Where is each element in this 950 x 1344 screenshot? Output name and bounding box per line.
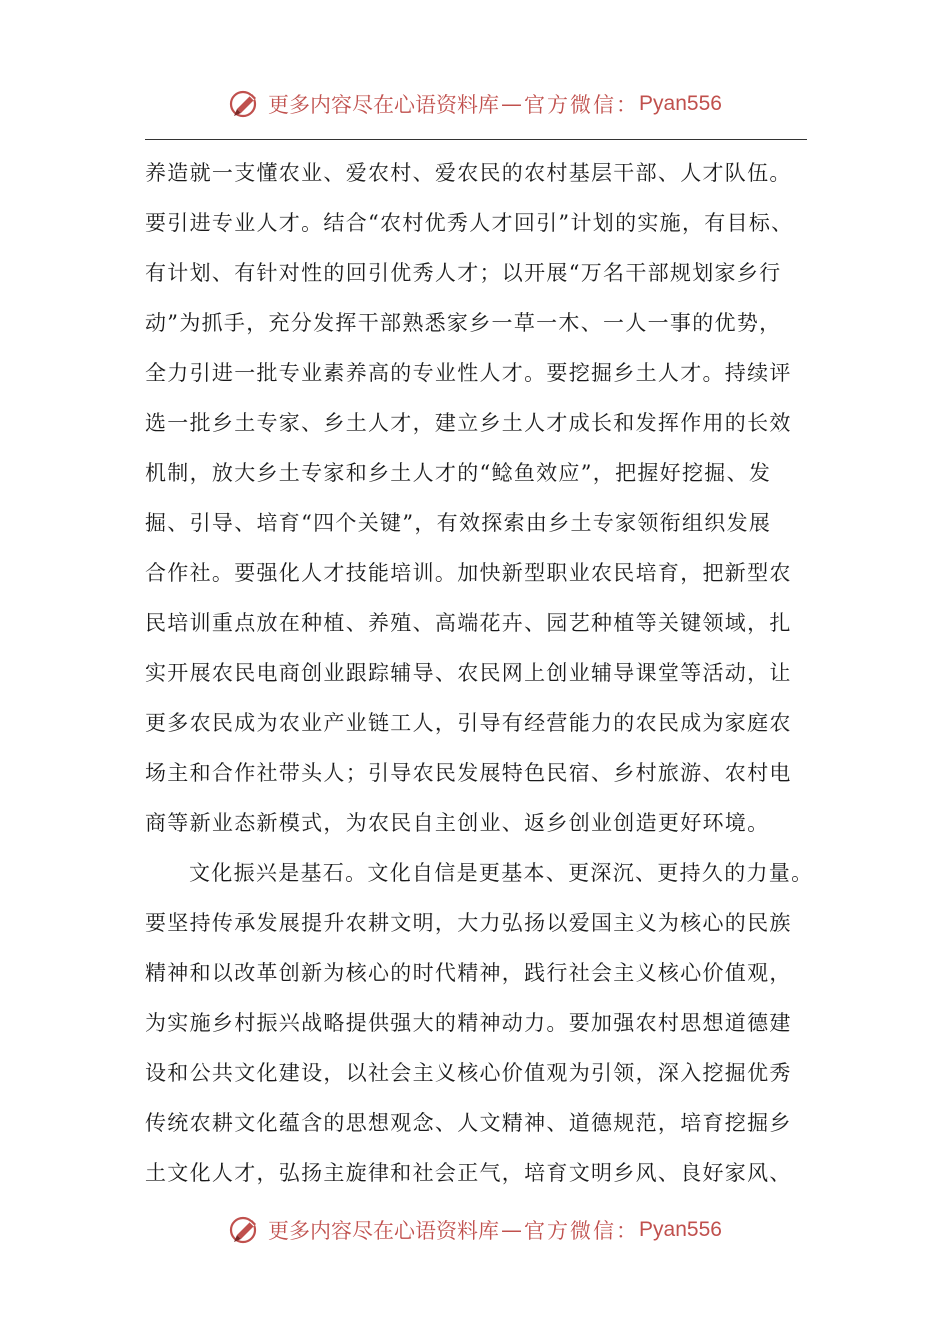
text-line: 有计划、有针对性的回引优秀人才；以开展“万名干部规划家乡行 [145,261,782,285]
text-line: 场主和合作社带头人；引导农民发展特色民宿、乡村旅游、农村电 [145,761,792,785]
text-line: 机制，放大乡土专家和乡土人才的“鲶鱼效应”，把握好挖掘、发 [145,461,772,485]
header-wechat-label: 官方微信： [524,93,640,117]
text-line: 选一批乡土专家、乡土人才，建立乡土人才成长和发挥作用的长效 [145,411,792,435]
text-line: 要坚持传承发展提升农耕文明，大力弘扬以爱国主义为核心的民族 [145,911,792,935]
pen-logo-icon [228,1213,262,1247]
pen-logo-icon [228,87,262,121]
text-line: 传统农耕文化蕴含的思想观念、人文精神、道德规范，培育挖掘乡 [145,1111,792,1135]
header-separator: — [501,92,523,116]
text-line: 要引进专业人才。结合“农村优秀人才回引”计划的实施，有目标、 [145,211,794,235]
header-divider [145,139,807,140]
paragraph-start-line: 文化振兴是基石。文化自信是更基本、更深沉、更持久的力量。 [189,861,814,885]
text-line: 民培训重点放在种植、养殖、高端花卉、园艺种植等关键领域，扎 [145,611,792,635]
header-brand: 更多内容尽在心语资料库 [268,93,500,117]
text-line: 设和公共文化建设，以社会主义核心价值观为引领，深入挖掘优秀 [145,1061,792,1085]
text-line: 动”为抓手，充分发挥干部熟悉家乡一草一木、一人一事的优势， [145,311,782,335]
text-line: 土文化人才，弘扬主旋律和社会正气，培育文明乡风、良好家风、 [145,1161,792,1185]
footer-separator: — [501,1218,523,1242]
document-body [145,148,821,1198]
text-line: 全力引进一批专业素养高的专业性人才。要挖掘乡土人才。持续评 [145,361,792,385]
footer-wechat-label: 官方微信： [524,1219,640,1243]
text-line: 养造就一支懂农业、爱农村、爱农民的农村基层干部、人才队伍。 [145,161,792,185]
text-line: 更多农民成为农业产业链工人，引导有经营能力的农民成为家庭农 [145,711,792,735]
text-line: 实开展农民电商创业跟踪辅导、农民网上创业辅导课堂等活动，让 [145,661,792,685]
text-line: 精神和以改革创新为核心的时代精神，践行社会主义核心价值观， [145,961,792,985]
text-line: 为实施乡村振兴战略提供强大的精神动力。要加强农村思想道德建 [145,1011,792,1035]
page-footer [0,1210,950,1250]
text-line: 商等新业态新模式，为农民自主创业、返乡创业创造更好环境。 [145,811,770,835]
text-line: 合作社。要强化人才技能培训。加快新型职业农民培育，把新型农 [145,561,792,585]
page-header [0,84,950,124]
footer-wechat-id: Pyan556 [639,1218,722,1241]
header-wechat-id: Pyan556 [639,92,722,115]
footer-brand: 更多内容尽在心语资料库 [268,1219,500,1243]
text-line: 掘、引导、培育“四个关键”，有效探索由乡土专家领衔组织发展 [145,511,772,535]
